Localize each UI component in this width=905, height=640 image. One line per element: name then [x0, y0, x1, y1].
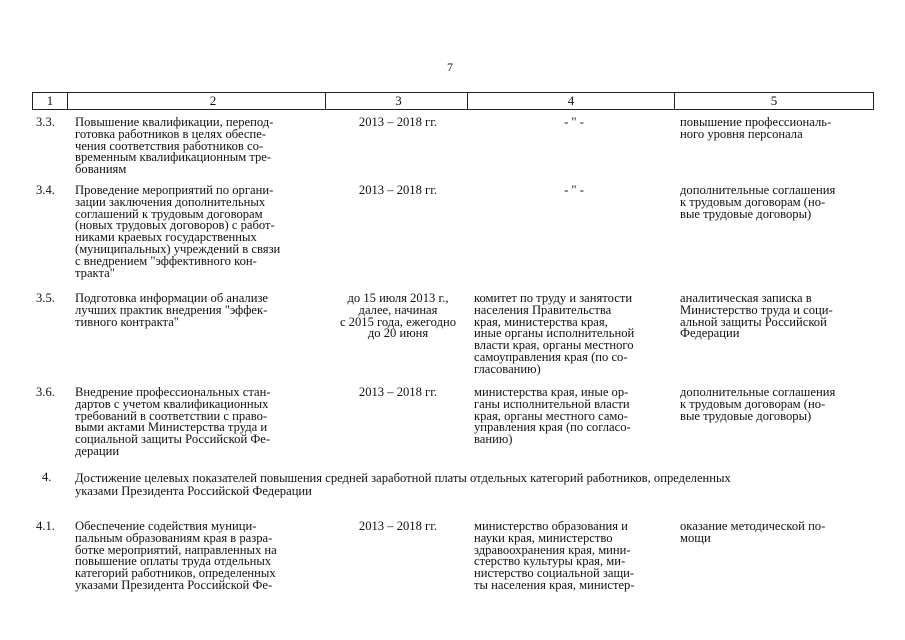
row-number: 3.4. — [36, 183, 55, 197]
row-period: до 15 июля 2013 г., далее, начиная с 2015 года, ежегодно до 20 июня — [339, 291, 457, 341]
header-cell-2: 2 — [209, 93, 217, 108]
row-number: 3.6. — [36, 385, 55, 399]
row-responsible: - " - — [564, 115, 584, 129]
row-responsible: комитет по труду и занятости населения Правительства края, министерства края, иные органы исполнительной власти края, органы местного самоуправления края (по со- гласованию) — [474, 291, 635, 376]
header-cell-3: 3 — [395, 93, 402, 108]
row-result: дополнительные соглашения к трудовым договорам (но- вые трудовые договоры) — [680, 385, 836, 423]
header-cell-1: 1 — [46, 93, 54, 108]
row-responsible: министерство образования и науки края, министерство здравоохранения края, мини- стерство культуры края, ми- нистерство социальной защи- ты населения края, министер- — [474, 519, 635, 592]
table-header — [32, 92, 874, 110]
row-period: 2013 – 2018 гг. — [358, 183, 438, 197]
page-number: 7 — [447, 60, 453, 74]
section-title: Достижение целевых показателей повышения средней заработной платы отдельных категорий работников, определенных указами Президента Российской Федерации — [75, 471, 731, 498]
header-cell-4: 4 — [567, 93, 575, 108]
row-result: оказание методической по- мощи — [680, 519, 826, 545]
row-task: Обеспечение содействия муници- пальным образованиям края в разра- ботке мероприятий, направленных на повышение оплаты труда отдельных категорий работников, определенных указами Президента Российской Фе- — [75, 519, 277, 592]
row-number: 3.3. — [36, 115, 55, 129]
header-cell-5: 5 — [770, 93, 778, 108]
row-period: 2013 – 2018 гг. — [358, 519, 438, 533]
row-task: Повышение квалификации, перепод- готовка работников в целях обеспе- чения соответствия работников со- временным квалификационным тре- бованиям — [75, 115, 274, 177]
row-result: повышение профессиональ- ного уровня персонала — [680, 115, 832, 141]
section-number: 4. — [42, 470, 52, 484]
row-number: 4.1. — [36, 519, 55, 533]
row-task: Проведение мероприятий по органи- зации заключения дополнительных соглашений к трудовым договорам (новых трудовых договоров) с работ- никами краевых государственных (муниципальных) учреждений в связи с внедрением "эффективного кон- тракта" — [75, 183, 281, 280]
row-period: 2013 – 2018 гг. — [358, 115, 438, 129]
row-task: Внедрение профессиональных стан- дартов с учетом квалификационных требований в соответствии с право- выми актами Министерства труда и социальной защиты Российской Фе- дерации — [75, 385, 271, 458]
row-result: аналитическая записка в Министерство труда и соци- альной защиты Российской Федерации — [680, 291, 833, 341]
row-responsible: - " - — [564, 183, 584, 197]
row-period: 2013 – 2018 гг. — [358, 385, 438, 399]
row-task: Подготовка информации об анализе лучших практик внедрения "эффек- тивного контракта" — [75, 291, 269, 329]
row-number: 3.5. — [36, 291, 55, 305]
row-responsible: министерства края, иные ор- ганы исполнительной власти края, органы местного само- управления края (по согласо- ванию) — [474, 385, 631, 447]
row-result: дополнительные соглашения к трудовым договорам (но- вые трудовые договоры) — [680, 183, 836, 221]
